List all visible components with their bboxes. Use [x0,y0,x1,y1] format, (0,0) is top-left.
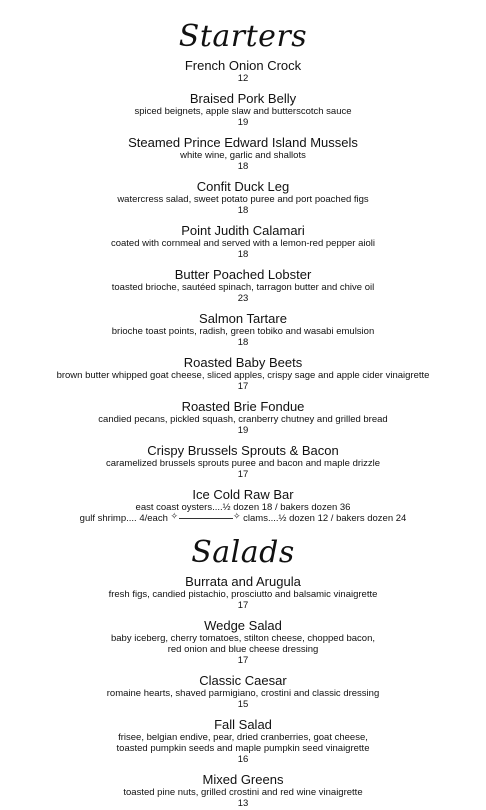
item-name: Roasted Baby Beets [183,355,303,370]
item-price: 16 [237,754,249,765]
raw-bar-oysters: east coast oysters....½ dozen 18 / bakers dozen 36 [135,502,351,513]
item-name: Salmon Tartare [199,311,287,326]
starters-list [0,58,486,524]
raw-bar-shrimp: gulf shrimp.... 4/each [79,513,168,524]
item-price: 17 [237,381,249,392]
item-price: 17 [237,600,249,611]
item-description: brown butter whipped goat cheese, sliced apples, crispy sage and apple cider vinaigrette [56,370,430,381]
item-name: Burrata and Arugula [185,574,301,589]
item-description: candied pecans, pickled squash, cranberry chutney and grilled bread [98,414,388,425]
menu-item [0,673,486,711]
item-price: 17 [237,469,249,480]
item-price: 15 [237,699,249,710]
raw-bar-clams: clams....½ dozen 12 / bakers dozen 24 [243,513,407,524]
item-name: Mixed Greens [202,772,284,787]
menu-item [0,399,486,437]
menu-item [0,223,486,261]
item-description: baby iceberg, cherry tomatoes, stilton cheese, chopped bacon, [110,633,376,644]
starters-heading: Starters [178,19,308,54]
menu-item [0,574,486,612]
item-name: Butter Poached Lobster [174,267,312,282]
item-price: 17 [237,655,249,666]
item-name: Crispy Brussels Sprouts & Bacon [147,443,339,458]
item-description: toasted brioche, sautéed spinach, tarragon butter and chive oil [111,282,375,293]
item-price: 18 [237,249,249,260]
item-price: 18 [237,161,249,172]
item-description: caramelized brussels sprouts puree and bacon and maple drizzle [105,458,381,469]
item-name: Steamed Prince Edward Island Mussels [128,135,358,150]
ornament-divider-icon: ✧ ✧ [170,511,241,522]
menu-item [0,267,486,305]
item-price: 23 [237,293,249,304]
item-description: brioche toast points, radish, green tobiko and wasabi emulsion [111,326,375,337]
item-description: toasted pine nuts, grilled crostini and red wine vinaigrette [123,787,363,798]
menu-item [0,91,486,129]
menu-item [0,443,486,481]
item-description: spiced beignets, apple slaw and butterscotch sauce [134,106,352,117]
menu-item [0,179,486,217]
item-name: Braised Pork Belly [189,91,297,106]
item-description: watercress salad, sweet potato puree and port poached figs [117,194,369,205]
item-price: 18 [237,337,249,348]
item-description: frisee, belgian endive, pear, dried cranberries, goat cheese, [118,732,368,743]
salads-list [0,574,486,810]
item-name: Wedge Salad [204,618,282,633]
menu-item [0,717,486,766]
menu-item [0,355,486,393]
item-description: coated with cornmeal and served with a lemon-red pepper aioli [110,238,376,249]
item-name: Ice Cold Raw Bar [192,487,294,502]
item-price: 19 [237,425,249,436]
menu-item [0,135,486,173]
item-description: fresh figs, candied pistachio, prosciutto and balsamic vinaigrette [108,589,378,600]
item-price: 12 [237,73,249,84]
item-price: 19 [237,117,249,128]
raw-bar-shrimp-clams [0,513,486,524]
item-description: white wine, garlic and shallots [180,150,306,161]
item-name: Confit Duck Leg [196,179,290,194]
item-name: Roasted Brie Fondue [181,399,305,414]
menu-item [0,58,486,85]
item-name: Fall Salad [214,717,272,732]
item-description-line2: toasted pumpkin seeds and maple pumpkin seed vinaigrette [116,743,370,754]
item-name: French Onion Crock [184,58,302,73]
item-description-line2: red onion and blue cheese dressing [167,644,319,655]
raw-bar-item [0,487,486,524]
menu-item [0,618,486,667]
item-price: 18 [237,205,249,216]
menu-item [0,772,486,810]
item-description: romaine hearts, shaved parmigiano, crostini and classic dressing [106,688,380,699]
item-name: Point Judith Calamari [181,223,305,238]
item-price: 13 [237,798,249,809]
salads-heading: Salads [191,535,295,570]
item-name: Classic Caesar [199,673,287,688]
menu-item [0,311,486,349]
